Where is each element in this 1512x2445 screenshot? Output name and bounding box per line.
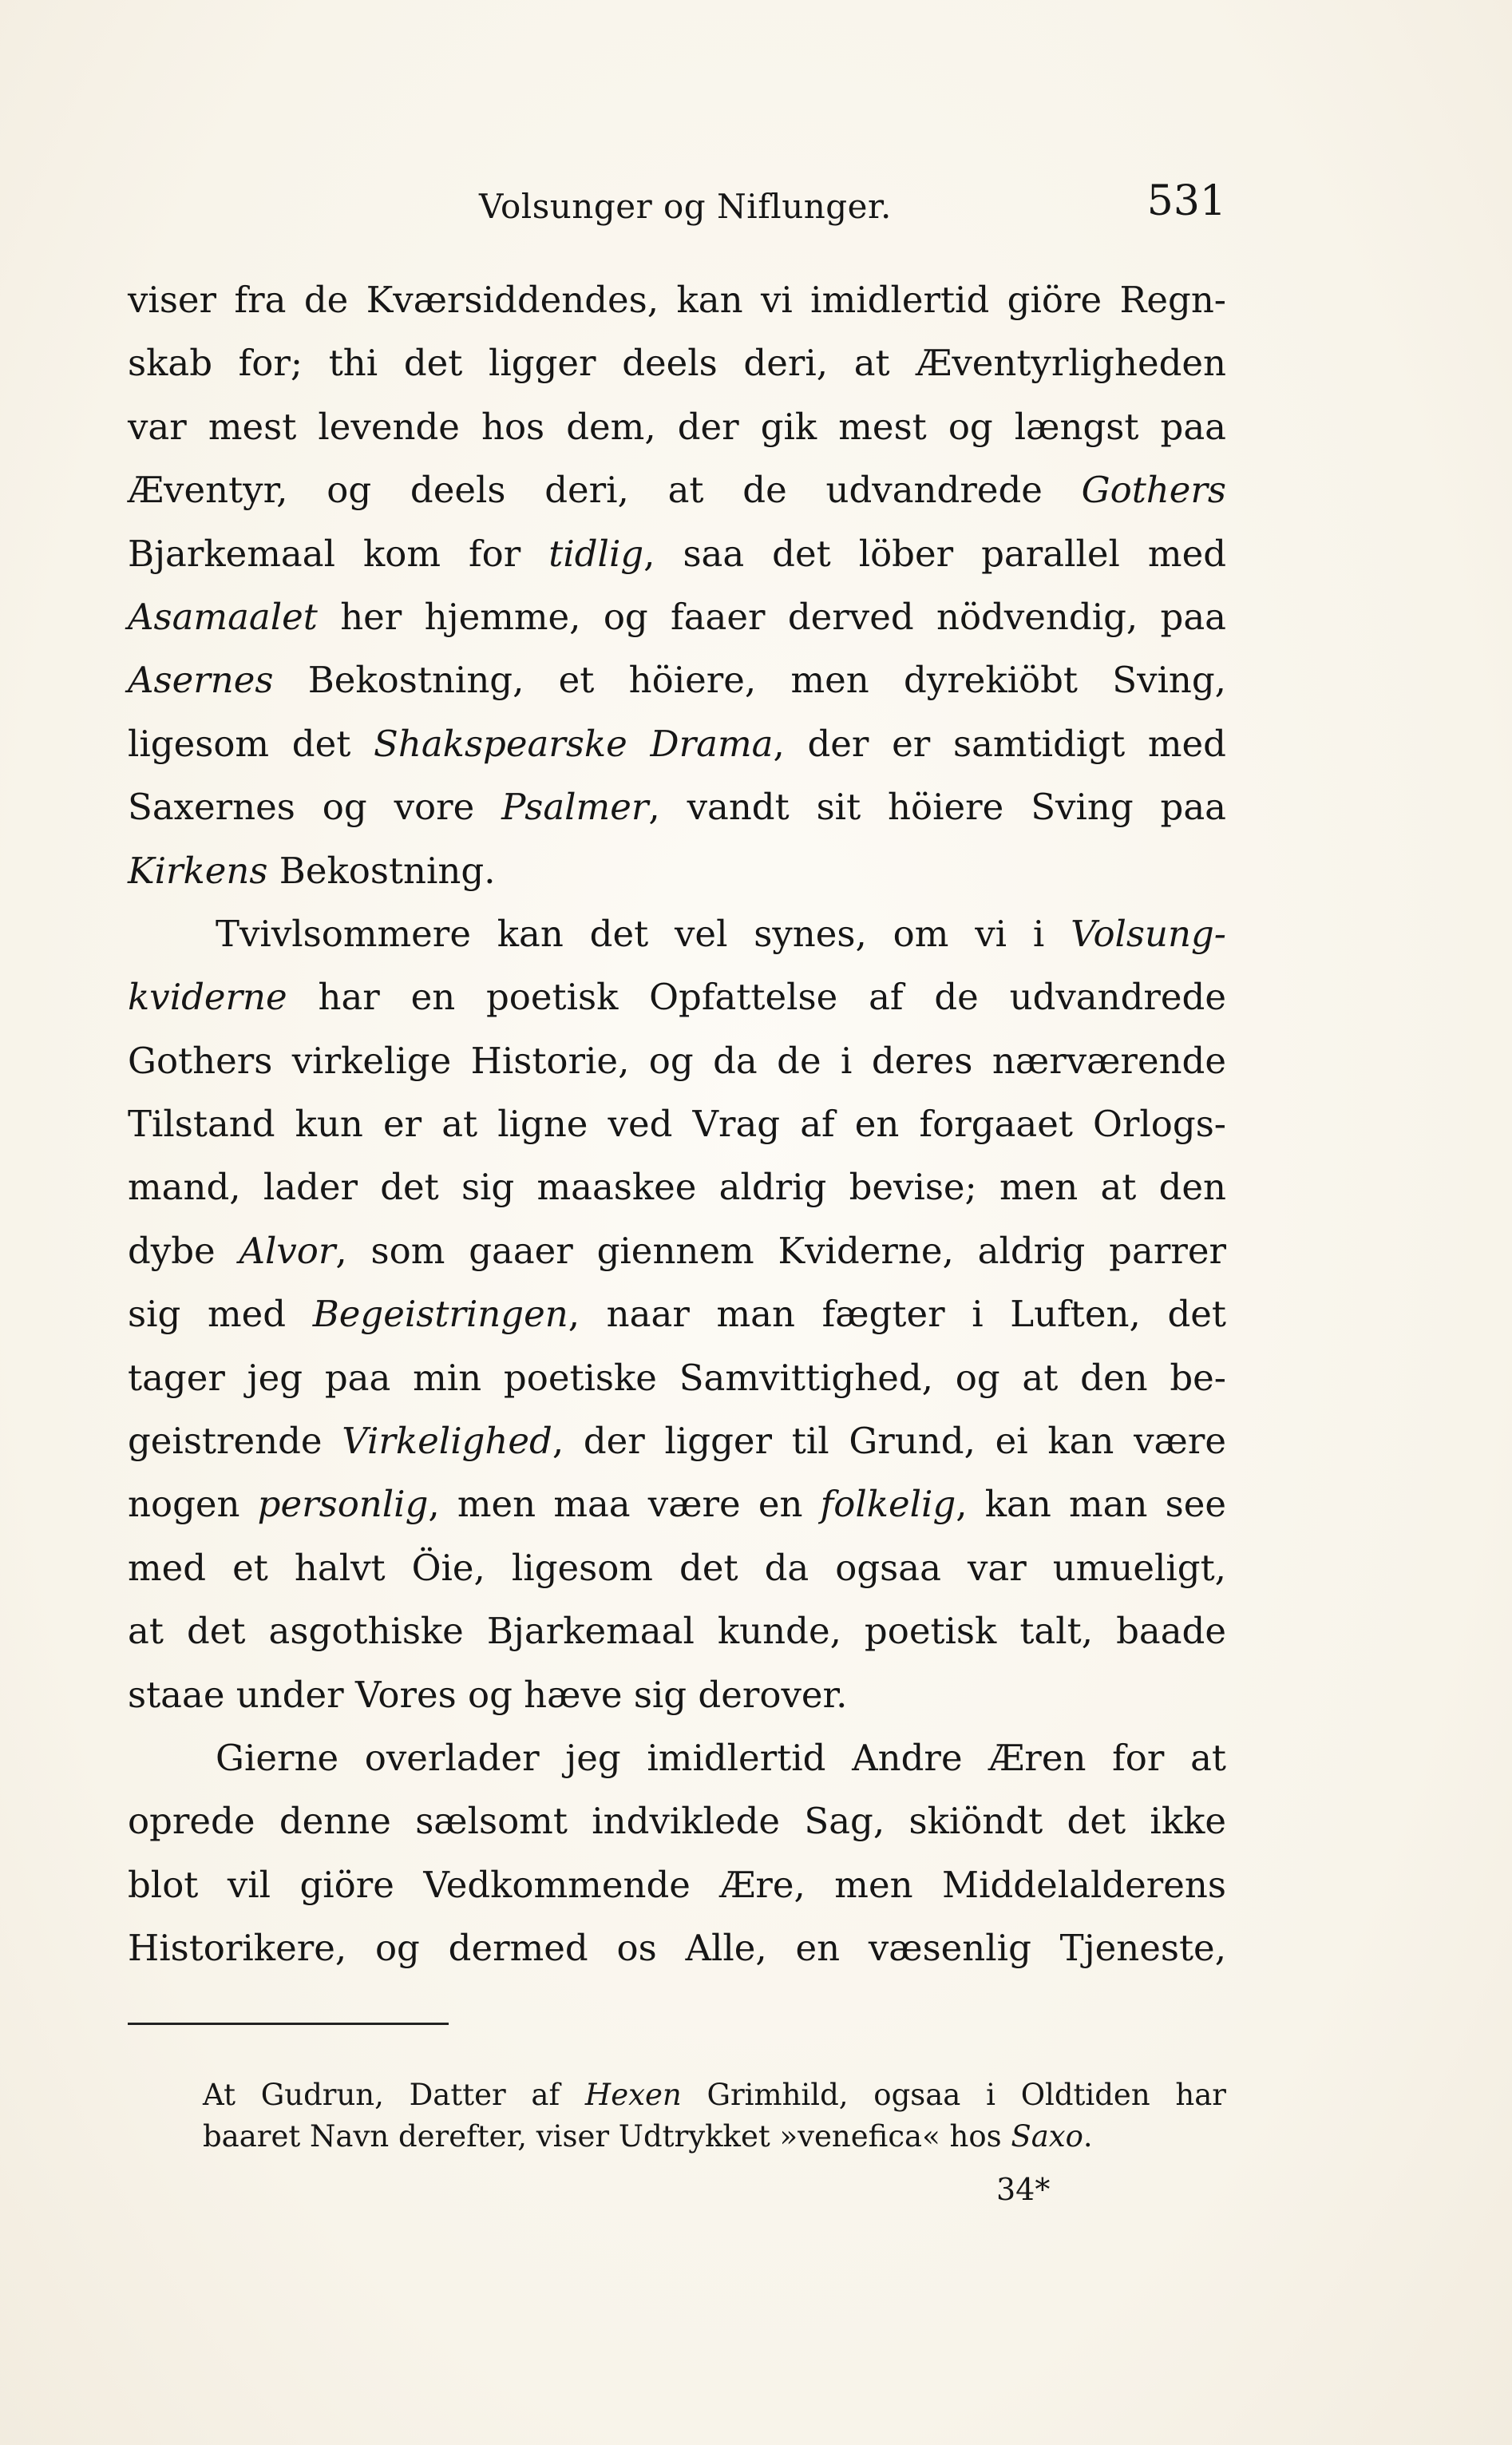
text-line: Gierne overlader jeg imidlertid Andre Æren for at	[216, 1736, 1226, 1779]
footnote-line: baaret Navn derefter, viser Udtrykket »venefica« hos Saxo.	[203, 2119, 1093, 2154]
text-line: Tilstand kun er at ligne ved Vrag af en forgaaet Orlogs-	[128, 1103, 1226, 1146]
italic-word: Psalmer	[501, 786, 649, 829]
text-line: dybe Alvor, som gaaer giennem Kviderne, aldrig parrer	[128, 1229, 1226, 1272]
text-line: staae under Vores og hæve sig derover.	[128, 1673, 848, 1716]
text-line: at det asgothiske Bjarkemaal kunde, poetisk talt, baade	[128, 1610, 1226, 1653]
page-number: 531	[1146, 177, 1226, 225]
footnote	[128, 2074, 1226, 2158]
italic-word: Shakspearske Drama	[374, 722, 774, 765]
footnote-rule	[128, 2023, 449, 2025]
text-line: viser fra de Kværsiddendes, kan vi imidlertid giöre Regn-	[128, 279, 1226, 321]
italic-word: tidlig	[548, 532, 644, 575]
text-line: geistrende Virkelighed, der ligger til Grund, ei kan være	[128, 1420, 1226, 1463]
page-header	[128, 177, 1226, 233]
italic-word: Hexen	[584, 2078, 682, 2112]
text-line: Æventyr, og deels deri, at de udvandrede Gothers	[128, 469, 1226, 512]
text-line: Tvivlsommere kan det vel synes, om vi i Volsung-	[216, 912, 1226, 955]
text-line: Historikere, og dermed os Alle, en væsenlig Tjeneste,	[128, 1927, 1226, 1970]
italic-word: personlig	[257, 1483, 429, 1526]
italic-word: Saxo	[1011, 2119, 1083, 2154]
text-line: kviderne har en poetisk Opfattelse af de udvandrede	[128, 976, 1226, 1019]
italic-word: Asernes	[128, 659, 274, 702]
italic-word: Alvor	[239, 1229, 336, 1272]
running-title: Volsunger og Niflunger.	[479, 187, 892, 226]
italic-word: Asamaalet	[128, 595, 318, 638]
text-line: tager jeg paa min poetiske Samvittighed, og at den be-	[128, 1356, 1226, 1399]
body-text	[128, 268, 1226, 1980]
italic-word: kviderne	[128, 976, 287, 1019]
text-line: med et halvt Öie, ligesom det da ogsaa var umueligt,	[128, 1546, 1226, 1589]
text-line: oprede denne sælsomt indviklede Sag, skiöndt det ikke	[128, 1800, 1226, 1843]
footnote-line: At Gudrun, Datter af Hexen Grimhild, ogsaa i Oldtiden har	[203, 2078, 1226, 2112]
text-line: Saxernes og vore Psalmer, vandt sit höiere Sving paa	[128, 786, 1226, 829]
italic-word: Kirkens	[128, 849, 268, 892]
text-line: skab for; thi det ligger deels deri, at Æventyrligheden	[128, 342, 1226, 385]
signature-mark: 34*	[996, 2172, 1051, 2207]
text-line: Kirkens Bekostning.	[128, 849, 496, 892]
italic-word: Virkelighed	[342, 1420, 552, 1463]
text-line: sig med Begeistringen, naar man fægter i Luften, det	[128, 1293, 1226, 1336]
italic-word: Volsung-	[1071, 912, 1226, 955]
italic-word: folkelig	[820, 1483, 956, 1526]
text-line: Bjarkemaal kom for tidlig, saa det löber parallel med	[128, 532, 1227, 575]
text-line: blot vil giöre Vedkommende Ære, men Middelalderens	[128, 1863, 1226, 1906]
text-line: Gothers virkelige Historie, og da de i deres nærværende	[128, 1039, 1226, 1082]
text-line: Asernes Bekostning, et höiere, men dyrekiöbt Sving,	[128, 659, 1226, 702]
text-line: nogen personlig, men maa være en folkelig, kan man see	[128, 1483, 1226, 1526]
italic-word: Begeistringen	[312, 1293, 568, 1336]
italic-word: Gothers	[1081, 469, 1226, 512]
text-line: var mest levende hos dem, der gik mest og længst paa	[128, 405, 1226, 448]
text-line: Asamaalet her hjemme, og faaer derved nödvendig, paa	[128, 595, 1226, 638]
text-line: ligesom det Shakspearske Drama, der er samtidigt med	[128, 722, 1226, 765]
text-line: mand, lader det sig maaskee aldrig bevise; men at den	[128, 1166, 1226, 1209]
